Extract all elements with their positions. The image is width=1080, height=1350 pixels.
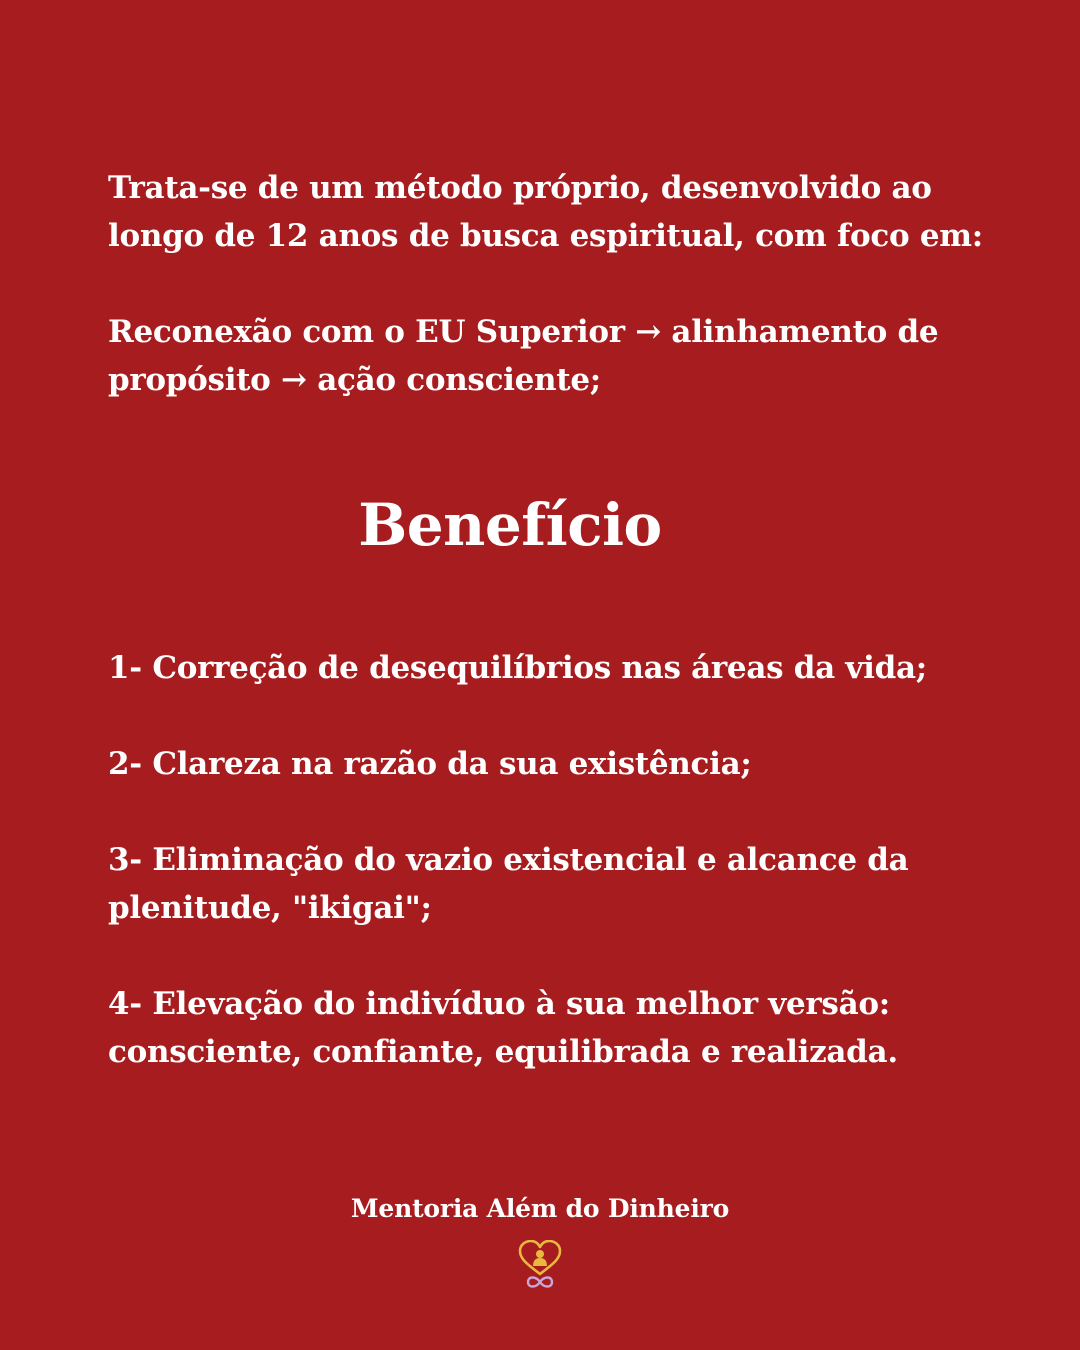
benefit-heading: Benefício xyxy=(358,491,662,559)
benefit-item-3: 3- Eliminação do vazio existencial e alcance da plenitude, "ikigai"; xyxy=(108,842,909,926)
intro-paragraph: Trata-se de um método próprio, desenvolvido ao longo de 12 anos de busca espiritual, com foco em: xyxy=(108,170,983,254)
benefit-item-1: 1- Correção de desequilíbrios nas áreas da vida; xyxy=(108,650,927,686)
heart-infinity-person-logo-icon xyxy=(516,1240,564,1292)
benefit-item-2: 2- Clareza na razão da sua existência; xyxy=(108,746,752,782)
brand-name: Mentoria Além do Dinheiro xyxy=(350,1194,730,1223)
method-paragraph: Reconexão com o EU Superior → alinhamento de propósito → ação consciente; xyxy=(108,314,939,398)
benefit-item-4: 4- Elevação do indivíduo à sua melhor versão: consciente, confiante, equilibrada e realizada. xyxy=(108,986,898,1070)
